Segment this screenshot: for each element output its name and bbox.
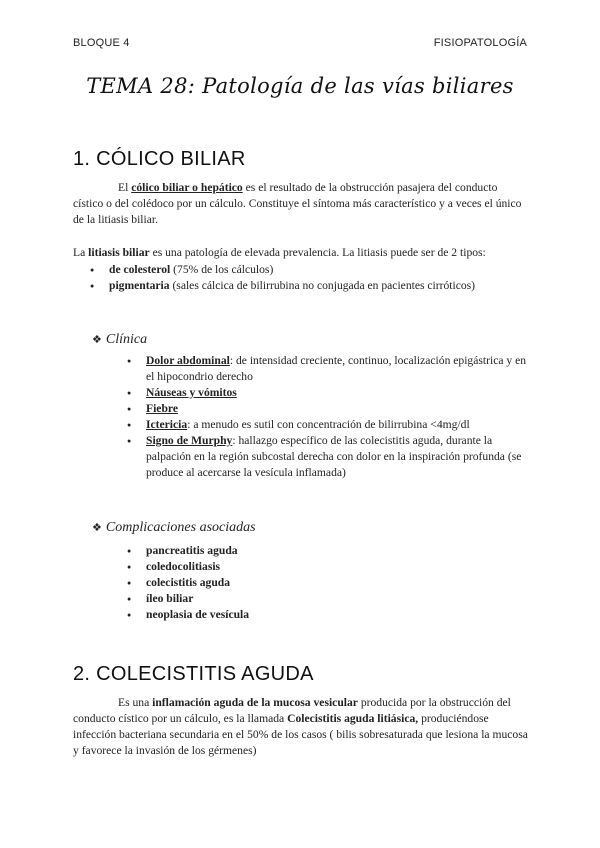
list-item (90, 262, 530, 278)
complicaciones-subheading (92, 520, 256, 536)
type-2-bold: pigmentaria (109, 279, 170, 292)
type-2-text: (sales cálcica de bilirrubina no conjugada en pacientes cirróticos) (169, 279, 476, 292)
clinica-item-4-text: : a menudo es sutil con concentración de bilirrubina <4mg/dl (187, 418, 470, 431)
header-subject-label: FISIOPATOLOGÍA (433, 37, 527, 49)
list-item (127, 353, 527, 385)
list-item (127, 591, 527, 607)
section-1-paragraph-2 (73, 245, 528, 261)
complicacion-5: neoplasia de vesícula (146, 608, 250, 621)
clinica-item-5-text: : hallazgo específico de las colecistitis aguda, durante la palpación en la región subcostal derecha con dolor en la inspiración profunda (se produce al acercarse la vesícula inflamada) (146, 434, 522, 479)
litiasis-types-list (90, 262, 530, 294)
section-1-heading: 1. CÓLICO BILIAR (73, 148, 246, 170)
list-item (90, 278, 530, 294)
header-block-label: BLOQUE 4 (73, 37, 130, 49)
complicacion-3: colecistitis aguda (146, 576, 231, 589)
p2-post: es una patología de elevada prevalencia. La litiasis puede ser de 2 tipos: (149, 246, 486, 259)
s2-bold-1: inflamación aguda de la mucosa vesicular (152, 696, 358, 709)
clinica-item-3-bold: Fiebre (146, 402, 178, 415)
page-title: TEMA 28: Patología de las vías biliares (86, 74, 514, 98)
type-1-bold: de colesterol (109, 263, 171, 276)
clinica-item-1-text: : de intensidad creciente, continuo, localización epigástrica y en el hipocondrio derecho (146, 354, 527, 383)
clinica-item-4-bold: Ictericia (146, 418, 188, 431)
complicaciones-label: Complicaciones asociadas (105, 520, 256, 535)
complicacion-2: coledocolitiasis (146, 560, 221, 573)
list-item (127, 401, 527, 417)
p1-post: es el resultado de la obstrucción pasajera del conducto cístico o del colédoco por un cálculo. Constituye el síntoma más característico y a veces el único de la litiasis biliar. (73, 181, 522, 226)
section-2-paragraph-1 (73, 695, 528, 759)
list-item (127, 543, 527, 559)
s2-text-a: Es una (118, 696, 153, 709)
complicacion-1: pancreatitis aguda (146, 544, 238, 557)
s2-text-d: produciéndose infección bacteriana secundaria en el 50% de los casos ( bilis sobresaturada que lesiona la mucosa y favorece la invasión de los gérmenes) (73, 712, 528, 757)
list-item (127, 433, 527, 481)
clinica-item-1-bold: Dolor abdominal (146, 354, 230, 367)
p1-pre: El (118, 181, 132, 194)
p2-bold-term: litiasis biliar (88, 246, 150, 259)
type-1-text: (75% de los cálculos) (170, 263, 274, 276)
list-item (127, 559, 527, 575)
s2-bold-2: Colecistitis aguda litiásica, (287, 712, 419, 725)
clinica-item-5-bold: Signo de Murphy (146, 434, 233, 447)
section-1-paragraph-1 (73, 180, 528, 228)
clinica-item-2-bold: Náuseas y vómitos (146, 386, 237, 399)
section-2-heading: 2. COLECISTITIS AGUDA (73, 663, 314, 685)
clinica-label: Clínica (105, 332, 148, 347)
list-item (127, 607, 527, 623)
s2-text-c: producida por la obstrucción del conducto cístico por un cálculo, es la llamada (73, 696, 511, 725)
p2-pre: La (73, 246, 89, 259)
list-item (127, 385, 527, 401)
list-item (127, 417, 527, 433)
diamond-bullet-icon: ❖ (92, 334, 102, 346)
p1-bold-term: cólico biliar o hepático (131, 181, 243, 194)
diamond-bullet-icon: ❖ (92, 522, 102, 534)
complicaciones-list (127, 543, 527, 623)
list-item (127, 575, 527, 591)
complicacion-4: íleo biliar (146, 592, 194, 605)
clinica-subheading (92, 332, 147, 348)
clinica-list (127, 353, 527, 481)
